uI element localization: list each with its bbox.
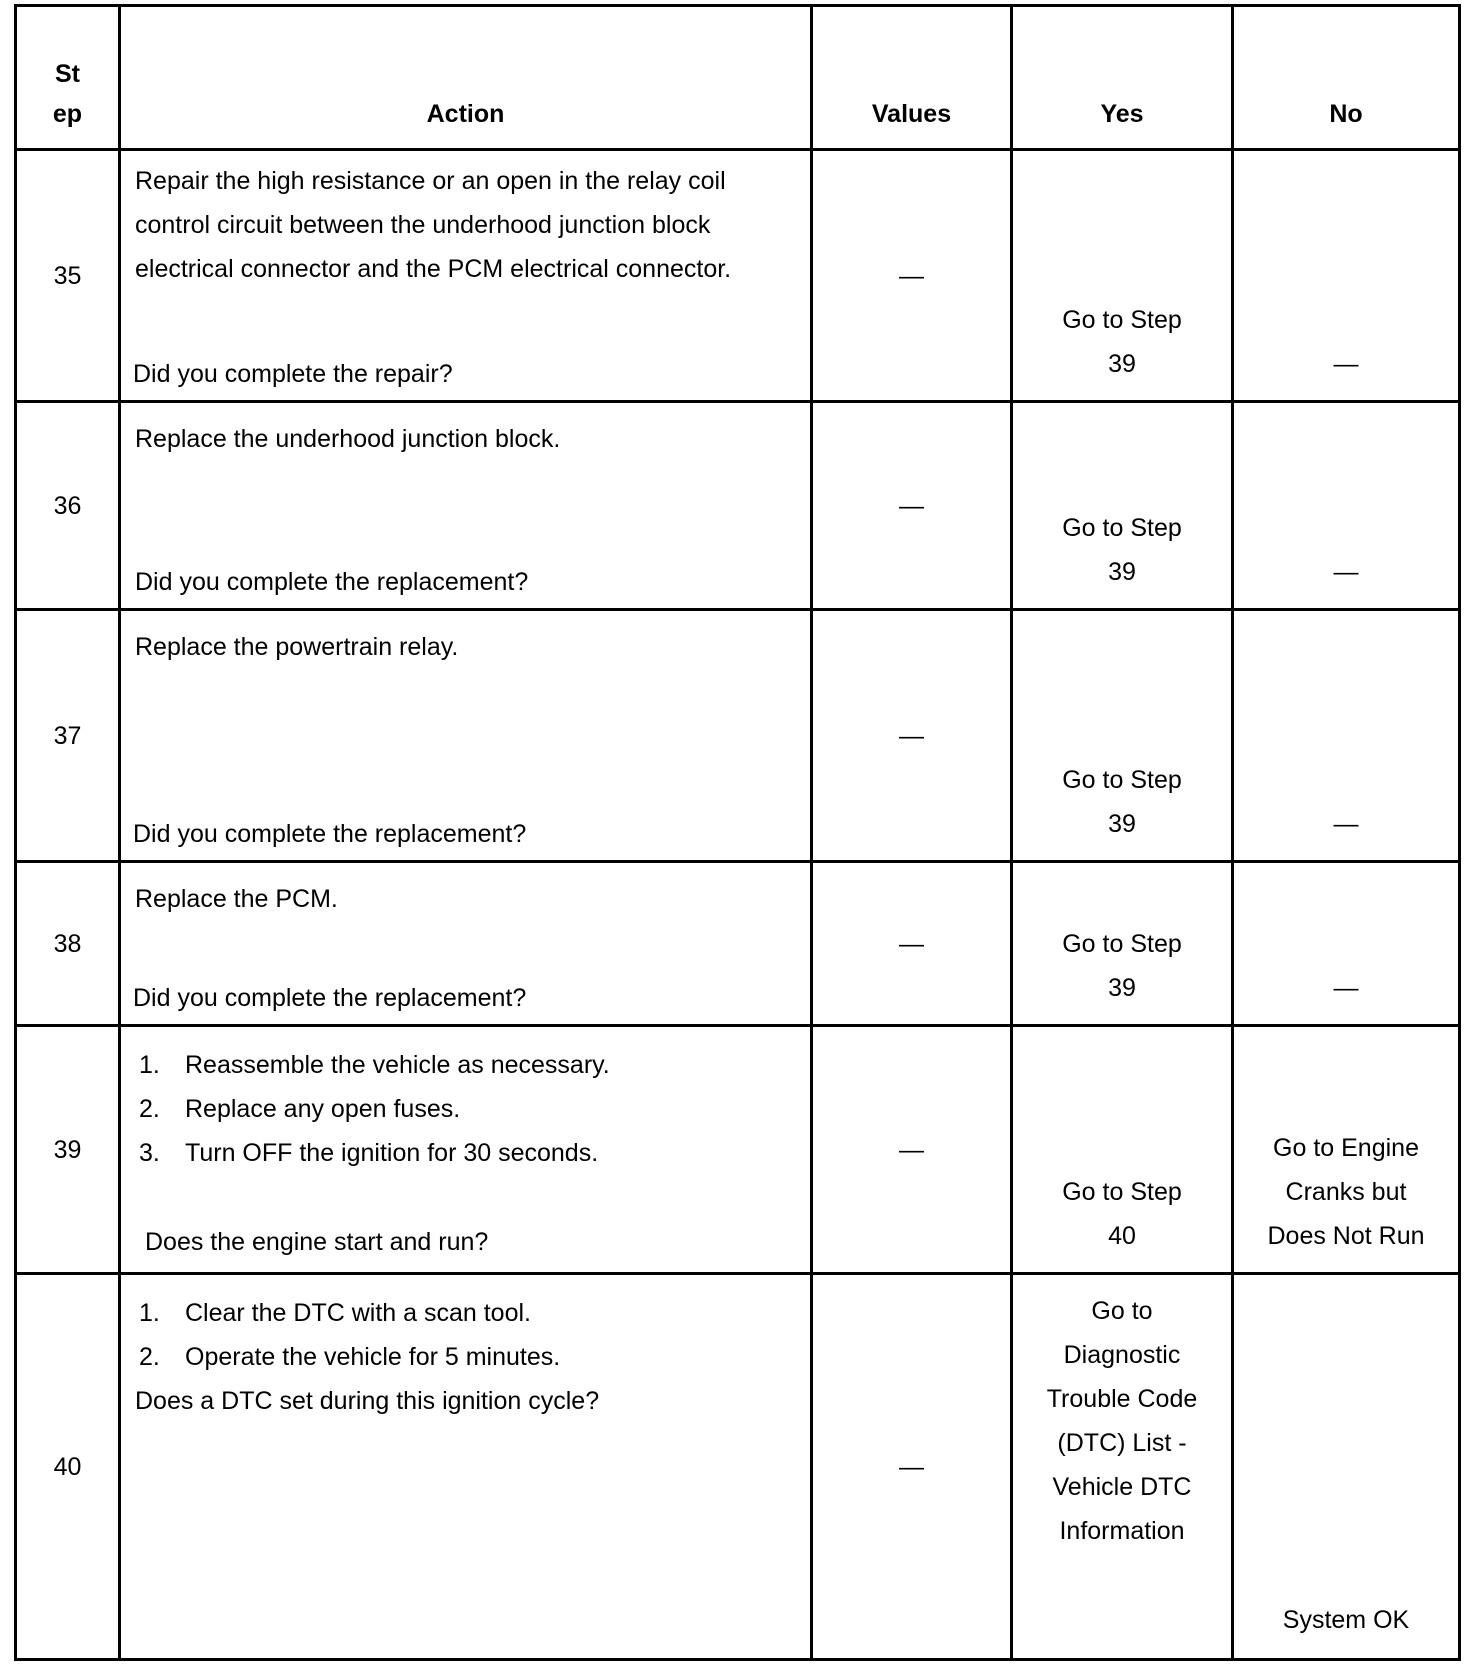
action-cell: [120, 1026, 812, 1274]
values-cell: —: [812, 1026, 1012, 1274]
step-number: 35: [16, 150, 120, 402]
action-text: Replace the powertrain relay.: [135, 633, 459, 661]
action-cell: [120, 150, 812, 402]
header-step: St ep: [16, 6, 120, 150]
step-number: 39: [16, 1026, 120, 1274]
action-cell: [120, 1274, 812, 1660]
table-row: [16, 1274, 1460, 1660]
no-cell: —: [1233, 402, 1460, 610]
header-yes: Yes: [1012, 6, 1233, 150]
values-cell: —: [812, 402, 1012, 610]
table-row: [16, 610, 1460, 862]
yes-cell: [1012, 402, 1233, 610]
list-item: 3. Turn OFF the ignition for 30 seconds.: [139, 1139, 599, 1167]
no-cell: [1233, 1274, 1460, 1660]
diagnostic-procedure-table: [14, 4, 1461, 1661]
table-row: [16, 402, 1460, 610]
list-item: 2. Operate the vehicle for 5 minutes.: [139, 1343, 561, 1371]
action-list: [135, 1275, 800, 1379]
table-row: [16, 862, 1460, 1026]
yes-cell: [1012, 1026, 1233, 1274]
action-text: Repair the high resistance or an open in the relay coil control circuit between the underhood junction block electrical connector and the PCM electrical connector.: [135, 167, 732, 283]
action-list: [135, 1027, 800, 1175]
values-cell: —: [812, 862, 1012, 1026]
header-no: No: [1233, 6, 1460, 150]
yes-cell: [1012, 862, 1233, 1026]
values-cell: —: [812, 610, 1012, 862]
header-row: [16, 6, 1460, 150]
yes-link[interactable]: Go to Step 39: [1062, 930, 1182, 1002]
yes-link[interactable]: Go to Step 39: [1062, 766, 1182, 838]
action-question: Did you complete the replacement?: [133, 820, 527, 848]
action-question: Did you complete the replacement?: [135, 568, 529, 596]
action-question: Did you complete the replacement?: [133, 984, 527, 1012]
step-number: 38: [16, 862, 120, 1026]
action-text: Replace the PCM.: [135, 885, 338, 913]
yes-link[interactable]: Go to Step 39: [1062, 514, 1182, 586]
yes-cell: [1012, 150, 1233, 402]
no-cell: —: [1233, 862, 1460, 1026]
action-question: Does a DTC set during this ignition cycle?: [135, 1387, 600, 1415]
header-values: Values: [812, 6, 1012, 150]
action-cell: [120, 862, 812, 1026]
action-text: Replace the underhood junction block.: [135, 425, 561, 453]
no-cell: —: [1233, 150, 1460, 402]
action-question: Does the engine start and run?: [145, 1228, 489, 1256]
step-number: 36: [16, 402, 120, 610]
yes-cell: [1012, 1274, 1233, 1660]
values-cell: —: [812, 150, 1012, 402]
header-action: Action: [120, 6, 812, 150]
step-number: 40: [16, 1274, 120, 1660]
no-link[interactable]: Go to Engine Cranks but Does Not Run: [1267, 1134, 1425, 1250]
step-number: 37: [16, 610, 120, 862]
list-item: 2. Replace any open fuses.: [139, 1095, 461, 1123]
action-question: Did you complete the repair?: [133, 360, 453, 388]
no-result: System OK: [1282, 1606, 1410, 1634]
values-cell: —: [812, 1274, 1012, 1660]
table-row: [16, 150, 1460, 402]
list-item: 1. Reassemble the vehicle as necessary.: [139, 1051, 610, 1079]
yes-link[interactable]: Go to Step 40: [1062, 1178, 1182, 1250]
no-cell: [1233, 1026, 1460, 1274]
action-cell: [120, 610, 812, 862]
yes-link[interactable]: Go to Diagnostic Trouble Code (DTC) List - Vehicle DTC Information: [1046, 1297, 1198, 1545]
yes-cell: [1012, 610, 1233, 862]
no-cell: —: [1233, 610, 1460, 862]
table-row: [16, 1026, 1460, 1274]
yes-link[interactable]: Go to Step 39: [1062, 306, 1182, 378]
list-item: 1. Clear the DTC with a scan tool.: [139, 1299, 531, 1327]
action-cell: [120, 402, 812, 610]
